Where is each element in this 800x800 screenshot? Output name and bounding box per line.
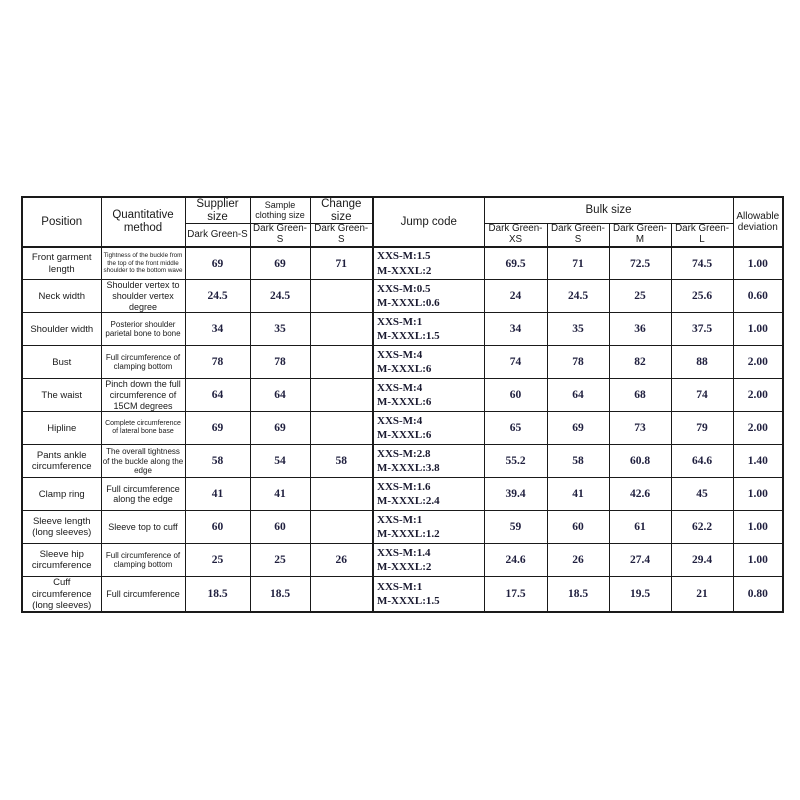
header-bulk-variant-xs: Dark Green-XS	[484, 224, 547, 247]
change-size-cell	[310, 478, 373, 511]
change-size-cell: 58	[310, 445, 373, 478]
header-supplier-size: Supplier size	[185, 197, 250, 224]
bulk-xs-cell: 24.6	[484, 544, 547, 577]
header-sample-variant: Dark Green-S	[250, 224, 310, 247]
deviation-cell: 2.00	[733, 346, 783, 379]
bulk-s-cell: 26	[547, 544, 609, 577]
method-cell: Shoulder vertex to shoulder vertex degree	[101, 280, 185, 313]
sample-size-cell: 18.5	[250, 577, 310, 612]
position-cell: Bust	[22, 346, 101, 379]
bulk-m-cell: 27.4	[609, 544, 671, 577]
bulk-xs-cell: 65	[484, 412, 547, 445]
bulk-m-cell: 25	[609, 280, 671, 313]
supplier-size-cell: 41	[185, 478, 250, 511]
sample-size-cell: 69	[250, 247, 310, 280]
header-bulk-variant-l: Dark Green-L	[671, 224, 733, 247]
position-cell: Sleeve hip circumference	[22, 544, 101, 577]
deviation-cell: 1.00	[733, 511, 783, 544]
table-row	[22, 577, 783, 612]
bulk-m-cell: 60.8	[609, 445, 671, 478]
bulk-xs-cell: 39.4	[484, 478, 547, 511]
jump-code-cell: XXS-M:1.5 M-XXXL:2	[373, 247, 484, 280]
supplier-size-cell: 64	[185, 379, 250, 412]
sample-size-cell: 78	[250, 346, 310, 379]
bulk-s-cell: 69	[547, 412, 609, 445]
bulk-xs-cell: 74	[484, 346, 547, 379]
deviation-cell: 1.40	[733, 445, 783, 478]
bulk-m-cell: 72.5	[609, 247, 671, 280]
bulk-s-cell: 71	[547, 247, 609, 280]
position-cell: Cuff circumference (long sleeves)	[22, 577, 101, 612]
table-row	[22, 445, 783, 478]
bulk-s-cell: 18.5	[547, 577, 609, 612]
method-cell: Full circumference of clamping bottom	[101, 346, 185, 379]
bulk-l-cell: 64.6	[671, 445, 733, 478]
position-cell: Clamp ring	[22, 478, 101, 511]
sample-size-cell: 35	[250, 313, 310, 346]
change-size-cell	[310, 313, 373, 346]
position-cell: Shoulder width	[22, 313, 101, 346]
position-cell: Sleeve length (long sleeves)	[22, 511, 101, 544]
table-row	[22, 544, 783, 577]
bulk-l-cell: 62.2	[671, 511, 733, 544]
method-cell: Full circumference along the edge	[101, 478, 185, 511]
table-row	[22, 280, 783, 313]
bulk-m-cell: 36	[609, 313, 671, 346]
table-row	[22, 313, 783, 346]
supplier-size-cell: 78	[185, 346, 250, 379]
deviation-cell: 2.00	[733, 412, 783, 445]
change-size-cell	[310, 511, 373, 544]
change-size-cell	[310, 280, 373, 313]
supplier-size-cell: 58	[185, 445, 250, 478]
jump-code-cell: XXS-M:0.5 M-XXXL:0.6	[373, 280, 484, 313]
header-supplier-variant: Dark Green-S	[185, 224, 250, 247]
bulk-xs-cell: 69.5	[484, 247, 547, 280]
bulk-l-cell: 25.6	[671, 280, 733, 313]
supplier-size-cell: 34	[185, 313, 250, 346]
method-cell: Sleeve top to cuff	[101, 511, 185, 544]
method-cell: Full circumference of clamping bottom	[101, 544, 185, 577]
supplier-size-cell: 18.5	[185, 577, 250, 612]
bulk-s-cell: 58	[547, 445, 609, 478]
bulk-xs-cell: 60	[484, 379, 547, 412]
sample-size-cell: 24.5	[250, 280, 310, 313]
jump-code-cell: XXS-M:4 M-XXXL:6	[373, 346, 484, 379]
method-cell: Tightness of the buckle from the top of the front middle shoulder to the bottom wave	[101, 247, 185, 280]
sample-size-cell: 25	[250, 544, 310, 577]
sample-size-cell: 54	[250, 445, 310, 478]
change-size-cell	[310, 379, 373, 412]
header-change-size: Change size	[310, 197, 373, 224]
method-cell: Full circumference	[101, 577, 185, 612]
header-row-main	[22, 197, 783, 224]
table-row	[22, 247, 783, 280]
header-allowable-deviation: Allowable deviation	[733, 197, 783, 247]
bulk-l-cell: 29.4	[671, 544, 733, 577]
position-cell: Front garment length	[22, 247, 101, 280]
sample-size-cell: 60	[250, 511, 310, 544]
bulk-s-cell: 41	[547, 478, 609, 511]
change-size-cell: 71	[310, 247, 373, 280]
header-sample-clothing-size: Sample clothing size	[250, 197, 310, 224]
jump-code-cell: XXS-M:1 M-XXXL:1.5	[373, 313, 484, 346]
header-quantitative-method: Quantitative method	[101, 197, 185, 247]
position-cell: Neck width	[22, 280, 101, 313]
change-size-cell	[310, 346, 373, 379]
jump-code-cell: XXS-M:4 M-XXXL:6	[373, 412, 484, 445]
method-cell: The overall tightness of the buckle along the edge	[101, 445, 185, 478]
method-cell: Posterior shoulder parietal bone to bone	[101, 313, 185, 346]
deviation-cell: 1.00	[733, 544, 783, 577]
jump-code-cell: XXS-M:1.4 M-XXXL:2	[373, 544, 484, 577]
jump-code-cell: XXS-M:1 M-XXXL:1.2	[373, 511, 484, 544]
size-chart-table	[21, 196, 784, 613]
sample-size-cell: 41	[250, 478, 310, 511]
bulk-m-cell: 68	[609, 379, 671, 412]
supplier-size-cell: 69	[185, 247, 250, 280]
deviation-cell: 1.00	[733, 313, 783, 346]
sample-size-cell: 69	[250, 412, 310, 445]
method-cell: Pinch down the full circumference of 15CM degrees	[101, 379, 185, 412]
header-jump-code: Jump code	[373, 197, 484, 247]
bulk-l-cell: 21	[671, 577, 733, 612]
bulk-m-cell: 19.5	[609, 577, 671, 612]
bulk-s-cell: 64	[547, 379, 609, 412]
table-row	[22, 346, 783, 379]
bulk-l-cell: 74.5	[671, 247, 733, 280]
change-size-cell: 26	[310, 544, 373, 577]
deviation-cell: 1.00	[733, 478, 783, 511]
supplier-size-cell: 25	[185, 544, 250, 577]
table-row	[22, 379, 783, 412]
deviation-cell: 0.80	[733, 577, 783, 612]
bulk-m-cell: 61	[609, 511, 671, 544]
bulk-l-cell: 79	[671, 412, 733, 445]
change-size-cell	[310, 577, 373, 612]
bulk-l-cell: 88	[671, 346, 733, 379]
jump-code-cell: XXS-M:1.6 M-XXXL:2.4	[373, 478, 484, 511]
jump-code-cell: XXS-M:2.8 M-XXXL:3.8	[373, 445, 484, 478]
header-change-variant: Dark Green-S	[310, 224, 373, 247]
jump-code-cell: XXS-M:4 M-XXXL:6	[373, 379, 484, 412]
table-row	[22, 412, 783, 445]
table-row	[22, 478, 783, 511]
header-bulk-variant-m: Dark Green-M	[609, 224, 671, 247]
position-cell: Pants ankle circumference	[22, 445, 101, 478]
bulk-xs-cell: 34	[484, 313, 547, 346]
supplier-size-cell: 24.5	[185, 280, 250, 313]
bulk-l-cell: 45	[671, 478, 733, 511]
bulk-s-cell: 24.5	[547, 280, 609, 313]
supplier-size-cell: 60	[185, 511, 250, 544]
bulk-m-cell: 42.6	[609, 478, 671, 511]
deviation-cell: 0.60	[733, 280, 783, 313]
deviation-cell: 1.00	[733, 247, 783, 280]
bulk-l-cell: 37.5	[671, 313, 733, 346]
bulk-l-cell: 74	[671, 379, 733, 412]
method-cell: Complete circumference of lateral bone base	[101, 412, 185, 445]
bulk-xs-cell: 17.5	[484, 577, 547, 612]
change-size-cell	[310, 412, 373, 445]
table-row	[22, 511, 783, 544]
header-bulk-variant-s: Dark Green-S	[547, 224, 609, 247]
sample-size-cell: 64	[250, 379, 310, 412]
position-cell: Hipline	[22, 412, 101, 445]
header-bulk-size: Bulk size	[484, 197, 733, 224]
bulk-m-cell: 73	[609, 412, 671, 445]
deviation-cell: 2.00	[733, 379, 783, 412]
bulk-m-cell: 82	[609, 346, 671, 379]
jump-code-cell: XXS-M:1 M-XXXL:1.5	[373, 577, 484, 612]
supplier-size-cell: 69	[185, 412, 250, 445]
bulk-xs-cell: 55.2	[484, 445, 547, 478]
bulk-xs-cell: 59	[484, 511, 547, 544]
bulk-s-cell: 35	[547, 313, 609, 346]
bulk-xs-cell: 24	[484, 280, 547, 313]
header-position: Position	[22, 197, 101, 247]
bulk-s-cell: 78	[547, 346, 609, 379]
position-cell: The waist	[22, 379, 101, 412]
bulk-s-cell: 60	[547, 511, 609, 544]
